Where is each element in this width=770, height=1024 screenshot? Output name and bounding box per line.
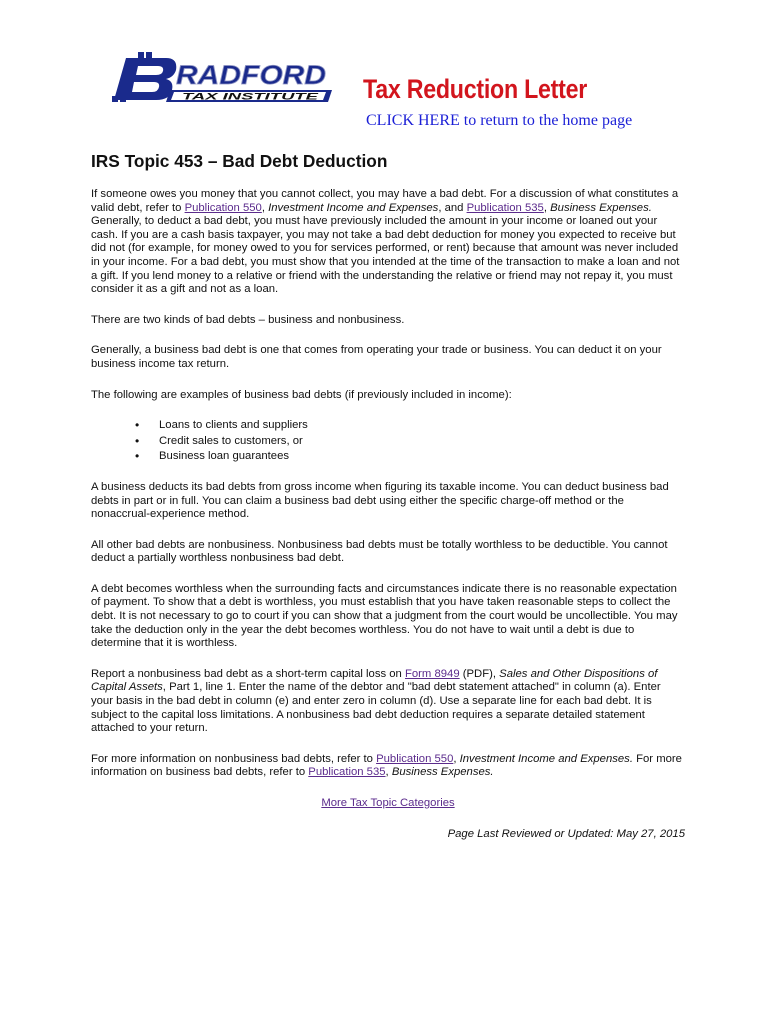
publication-550-link[interactable]: Publication 550 (184, 201, 262, 214)
publication-550-link[interactable]: Publication 550 (376, 752, 454, 765)
text-segment: , (453, 752, 460, 765)
last-updated-note: Page Last Reviewed or Updated: May 27, 2015 (447, 827, 685, 840)
business-deduction-paragraph: A business deducts its bad debts from gross income when figuring its taxable income. You can deduct business bad debts in part or in full. You can claim a business bad debt using either the specific charge-off method or the nonaccrual-experience method. (91, 480, 669, 521)
nonbusiness-paragraph: All other bad debts are nonbusiness. Nonbusiness bad debts must be totally worthless to be deductible. You cannot deduct a partially worthless nonbusiness bad debt. (91, 538, 668, 565)
page-title: IRS Topic 453 – Bad Debt Deduction (91, 151, 388, 171)
reporting-paragraph (91, 668, 685, 736)
text-segment: , (385, 766, 392, 779)
text-segment: , (543, 201, 551, 214)
more-info-paragraph (91, 753, 685, 780)
article-body (91, 150, 685, 858)
page-header (0, 0, 770, 140)
publication-535-link[interactable]: Publication 535 (466, 201, 544, 214)
text-segment: For more information on business bad debts, refer to (91, 752, 682, 779)
more-tax-topic-categories-link[interactable]: More Tax Topic Categories (321, 797, 455, 809)
publication-title: Business Expenses. (550, 201, 652, 214)
svg-text:RADFORD: RADFORD (176, 60, 326, 90)
text-segment: If someone owes you money that you cannot collect, you may have a bad debt. For a discussion of what constitutes a valid debt, refer to (91, 188, 679, 214)
text-segment: , Part 1, line 1. Enter the name of the debtor and "bad debt statement attached" in column (a). Enter your basis in the bad debt in column (e) and enter zero in column (d). Use a separate line for each bad debt. It is subject to the capital loss limitations. A nonbusiness bad debt deduction requires a separate detailed statement attached to your return. (91, 681, 661, 735)
worthless-debt-paragraph: A debt becomes worthless when the surrounding facts and circumstances indicate there is no reasonable expectation of payment. To show that a debt is worthless, you must establish that you have taken reasonable steps to collect the debt. It is not necessary to go to court if you can show that a judgment from the court would be uncollectible. You may take the deduction only in the year the debt becomes worthless. You do not have to wait until a debt is due to determine that it is worthless. (91, 582, 678, 650)
text-segment: (PDF), (459, 667, 500, 680)
intro-paragraph (91, 188, 685, 297)
list-item: • Credit sales to customers, or (135, 435, 685, 449)
home-page-link[interactable]: CLICK HERE to return to the home page (366, 112, 633, 129)
publication-title: Investment Income and Expenses (268, 201, 439, 214)
kinds-paragraph: There are two kinds of bad debts – business and nonbusiness. (91, 313, 405, 326)
form-8949-link[interactable]: Form 8949 (404, 667, 460, 680)
list-item: • Loans to clients and suppliers (135, 419, 685, 433)
examples-list (91, 419, 685, 464)
list-item: • Business loan guarantees (135, 450, 685, 464)
svg-text:TAX INSTITUTE: TAX INSTITUTE (182, 91, 320, 103)
text-segment: Generally, to deduct a bad debt, you must have previously included the amount in your income or loaned out your cash. If you are a cash basis taxpayer, you may not take a bad debt deduction for money you expected to receive but did not (for example, for money owed to you for services performed, or rent) because that amount was never included in your income. For a bad debt, you must show that you intended at the time of the transaction to make a loan and not a gift. If you lend money to a relative or friend with the understanding the relative or friend may not repay it, you must consider it as a gift and not as a loan. (91, 215, 680, 296)
publication-title: Investment Income and Expenses. (459, 752, 633, 765)
publication-title: Business Expenses. (391, 766, 494, 779)
more-categories-row (91, 797, 685, 811)
publication-535-link[interactable]: Publication 535 (308, 766, 386, 779)
text-segment: Report a nonbusiness bad debt as a short-term capital loss on (91, 667, 405, 680)
text-segment: , and (438, 201, 467, 214)
examples-intro-paragraph: The following are examples of business bad debts (if previously included in income): (91, 388, 512, 401)
site-title: Tax Reduction Letter (363, 74, 588, 104)
text-segment: For more information on nonbusiness bad debts, refer to (91, 752, 377, 765)
business-bad-debt-paragraph: Generally, a business bad debt is one that comes from operating your trade or business. You can deduct it on your business income tax return. (91, 344, 662, 370)
form-title: Sales and Other Dispositions of Capital Assets (91, 667, 658, 694)
text-segment: , (261, 201, 269, 214)
bradford-logo[interactable] (104, 50, 334, 114)
